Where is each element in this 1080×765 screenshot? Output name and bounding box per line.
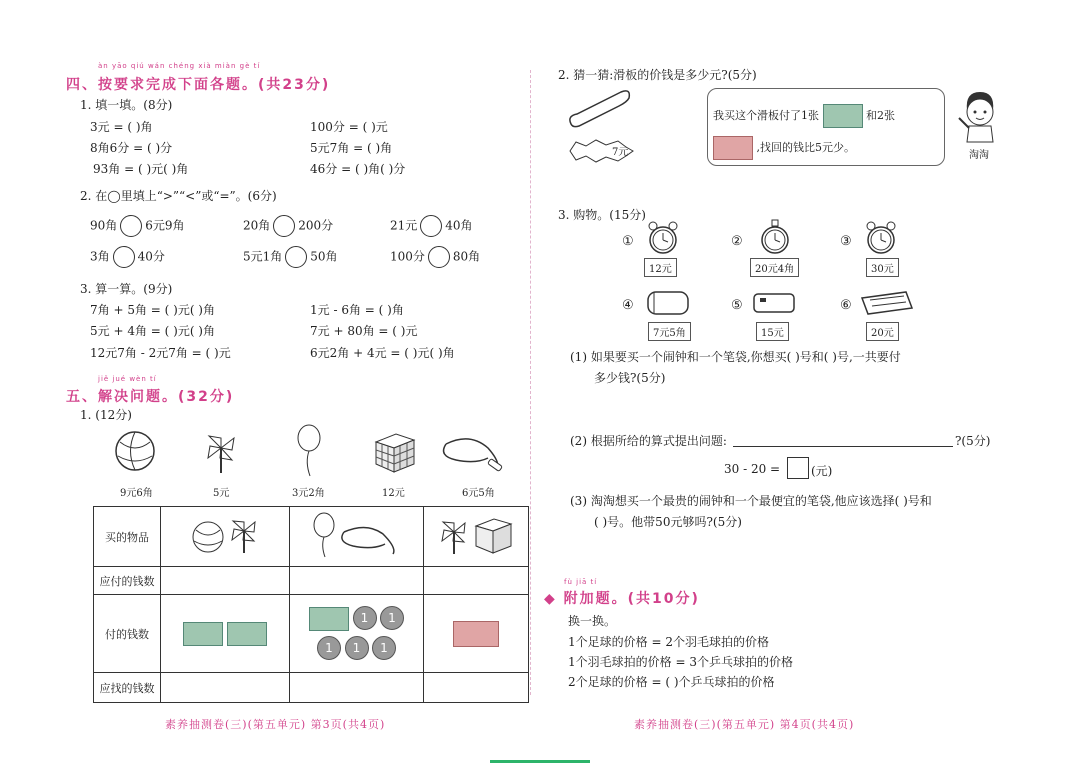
- balloon-icon: [312, 512, 336, 558]
- compare-right: 6元9角: [145, 218, 185, 233]
- sub2-line: (2) 根据所给的算式提出问题:: [570, 434, 727, 448]
- boy-character-icon: [955, 88, 1005, 144]
- compare-left: 21元: [390, 218, 418, 233]
- compare-circle[interactable]: [420, 215, 442, 237]
- skateboard-price: 7元: [612, 147, 629, 158]
- r-q3-title: 3. 购物。(15分): [558, 208, 646, 222]
- alarm-clock-icon: [864, 220, 898, 256]
- sub1-line1: (1) 如果要买一个闹钟和一个笔袋,你想买( )号和( )号,一共要付: [570, 350, 901, 364]
- item-number: ④: [622, 298, 634, 313]
- purchase-items-cell: [424, 507, 529, 567]
- extra-title: ◆ 附加题。(共10分): [544, 591, 700, 607]
- question-underline[interactable]: [733, 446, 953, 447]
- sub2-score: ?(5分): [955, 434, 991, 448]
- section4-title: 四、按要求完成下面各题。(共23分): [66, 77, 331, 93]
- q3-row1-a: 7角 + 5角 = ( )元( )角: [90, 303, 215, 317]
- compare-left: 100分: [390, 249, 425, 264]
- pencil-case-icon: [644, 288, 692, 318]
- pencil-case-icon: [858, 286, 916, 318]
- extra-pinyin: fù jiā tí: [564, 578, 598, 586]
- banknote-icon: [453, 621, 499, 647]
- q2-title: 2. 在◯里填上“>”“<”或“=”。(6分): [80, 189, 277, 203]
- sec5-pinyin: jiě jué wèn tí: [98, 375, 157, 383]
- q1-title: 1. 填一填。(8分): [80, 98, 173, 112]
- section5-title: 五、解决问题。(32分): [66, 389, 235, 405]
- q3-title: 3. 算一算。(9分): [80, 282, 173, 296]
- price-tag: 15元: [756, 322, 789, 341]
- q1-row1-b: 100分 = ( )元: [310, 120, 388, 134]
- banknote-icon: [823, 104, 863, 128]
- character-name: 淘淘: [969, 150, 989, 161]
- q1-row3-b: 46分 = ( )角( )分: [310, 162, 406, 176]
- sub3-line2: ( )号。他带50元够吗?(5分): [594, 515, 742, 529]
- coin-icon: 1: [353, 606, 377, 630]
- speech-line2: [713, 136, 855, 160]
- coin-icon: 1: [380, 606, 404, 630]
- speech-text: ,找回的钱比5元少。: [756, 141, 855, 154]
- q3-row2-b: 7元 + 80角 = ( )元: [310, 324, 418, 338]
- compare-circle[interactable]: [273, 215, 295, 237]
- payment-cell: [424, 595, 529, 673]
- jump-rope-icon: [440, 436, 506, 474]
- row-label: 应付的钱数: [94, 567, 161, 595]
- price-tag: 12元: [644, 258, 677, 277]
- balloon-icon: [295, 424, 323, 478]
- q3-row3-a: 12元7角 - 2元7角 = ( )元: [90, 346, 231, 360]
- answer-cell[interactable]: [290, 567, 424, 595]
- compare-circle[interactable]: [120, 215, 142, 237]
- item-price: 9元6角: [120, 488, 153, 499]
- sub3-line1: (3) 淘淘想买一个最贵的闹钟和一个最便宜的笔袋,他应该选择( )号和: [570, 494, 932, 508]
- item-price: 3元2角: [292, 488, 325, 499]
- page-footer-left: 素养抽测卷(三)(第五单元) 第3页(共4页): [165, 718, 386, 731]
- coin-icon: 1: [372, 636, 396, 660]
- item-price: 6元5角: [462, 488, 495, 499]
- compare-right: 40分: [137, 249, 165, 264]
- row-label: 买的物品: [94, 507, 161, 567]
- q1-row2-a: 8角6分 = ( )分: [90, 141, 173, 155]
- rubiks-cube-icon: [473, 515, 513, 555]
- ball-icon: [191, 520, 225, 554]
- scroll-indicator: [490, 760, 590, 763]
- answer-box[interactable]: [787, 457, 809, 479]
- speech-line1: [713, 104, 895, 128]
- compare-circle[interactable]: [113, 246, 135, 268]
- item-number: ①: [622, 234, 634, 249]
- page-divider: [530, 70, 531, 695]
- compare-right: 40角: [445, 218, 473, 233]
- banknote-icon: [713, 136, 753, 160]
- purchase-items-cell: [161, 507, 290, 567]
- banknote-icon: [183, 622, 223, 646]
- row-label: 付的钱数: [94, 595, 161, 673]
- item-number: ⑤: [731, 298, 743, 313]
- price-tag: 20元4角: [750, 258, 799, 277]
- extra-line: 1个羽毛球拍的价格 = 3个乒乓球拍的价格: [568, 655, 793, 669]
- answer-cell[interactable]: [424, 673, 529, 703]
- compare-item: [90, 246, 165, 268]
- compare-item: [90, 215, 185, 237]
- price-tag: 30元: [866, 258, 899, 277]
- compare-left: 3角: [90, 249, 110, 264]
- extra-line: 换一换。: [568, 614, 617, 628]
- compare-item: [243, 246, 338, 268]
- sub2-unit: (元): [811, 464, 833, 478]
- compare-item: [390, 215, 473, 237]
- q3-row1-b: 1元 - 6角 = ( )角: [310, 303, 404, 317]
- item-number: ③: [840, 234, 852, 249]
- q1-row2-b: 5元7角 = ( )角: [310, 141, 393, 155]
- alarm-clock-icon: [758, 216, 792, 256]
- pinwheel-icon: [229, 516, 259, 554]
- coin-icon: 1: [317, 636, 341, 660]
- sub2-formula: 30 - 20 =: [724, 462, 781, 476]
- q3-row2-a: 5元 + 4角 = ( )元( )角: [90, 324, 215, 338]
- speech-text: 和2张: [866, 109, 895, 122]
- speech-text: 我买这个滑板付了1张: [713, 109, 819, 122]
- extra-line: 2个足球的价格 = ( )个乒乓球拍的价格: [568, 675, 775, 689]
- compare-left: 90角: [90, 218, 118, 233]
- price-tag: 20元: [866, 322, 899, 341]
- alarm-clock-icon: [646, 220, 680, 256]
- jump-rope-icon: [339, 524, 401, 558]
- compare-left: 5元1角: [243, 249, 283, 264]
- compare-right: 200分: [298, 218, 334, 233]
- sec4-pinyin: àn yāo qiú wán chéng xià miàn gè tí: [98, 62, 261, 70]
- compare-item: [243, 215, 333, 237]
- q3-row3-b: 6元2角 + 4元 = ( )元( )角: [310, 346, 455, 360]
- pinwheel-icon: [439, 517, 469, 555]
- page-footer-right: 素养抽测卷(三)(第五单元) 第4页(共4页): [634, 718, 855, 731]
- banknote-icon: [309, 607, 349, 631]
- answer-cell[interactable]: [161, 673, 290, 703]
- compare-item: [390, 246, 480, 268]
- sub1-line2: 多少钱?(5分): [594, 371, 666, 385]
- compare-circle[interactable]: [285, 246, 307, 268]
- payment-cell: [161, 595, 290, 673]
- item-price: 5元: [213, 488, 230, 499]
- extra-line: 1个足球的价格 = 2个羽毛球拍的价格: [568, 635, 769, 649]
- coin-icon: 1: [345, 636, 369, 660]
- item-number: ⑥: [840, 298, 852, 313]
- q1-row1-a: 3元 = ( )角: [90, 120, 153, 134]
- pinwheel-icon: [204, 430, 238, 474]
- answer-cell[interactable]: [290, 673, 424, 703]
- purchase-items-cell: [290, 507, 424, 567]
- payment-cell: [290, 595, 424, 673]
- compare-circle[interactable]: [428, 246, 450, 268]
- compare-right: 50角: [310, 249, 338, 264]
- compare-right: 80角: [452, 249, 481, 264]
- answer-cell[interactable]: [424, 567, 529, 595]
- item-price: 12元: [382, 488, 405, 499]
- p1-title: 1. (12分): [80, 408, 132, 422]
- r-q2-title: 2. 猜一猜:滑板的价钱是多少元?(5分): [558, 68, 757, 82]
- q1-row3-a: 93角 = ( )元( )角: [93, 162, 189, 176]
- answer-cell[interactable]: [161, 567, 290, 595]
- rubiks-cube-icon: [372, 430, 416, 474]
- item-number: ②: [731, 234, 743, 249]
- purchase-table: [93, 506, 529, 703]
- row-label: 应找的钱数: [94, 673, 161, 703]
- skateboard-icon: [567, 86, 633, 132]
- price-tag: 7元5角: [648, 322, 691, 341]
- pencil-case-icon: [750, 288, 798, 318]
- banknote-icon: [227, 622, 267, 646]
- ball-icon: [114, 430, 156, 472]
- compare-left: 20角: [243, 218, 271, 233]
